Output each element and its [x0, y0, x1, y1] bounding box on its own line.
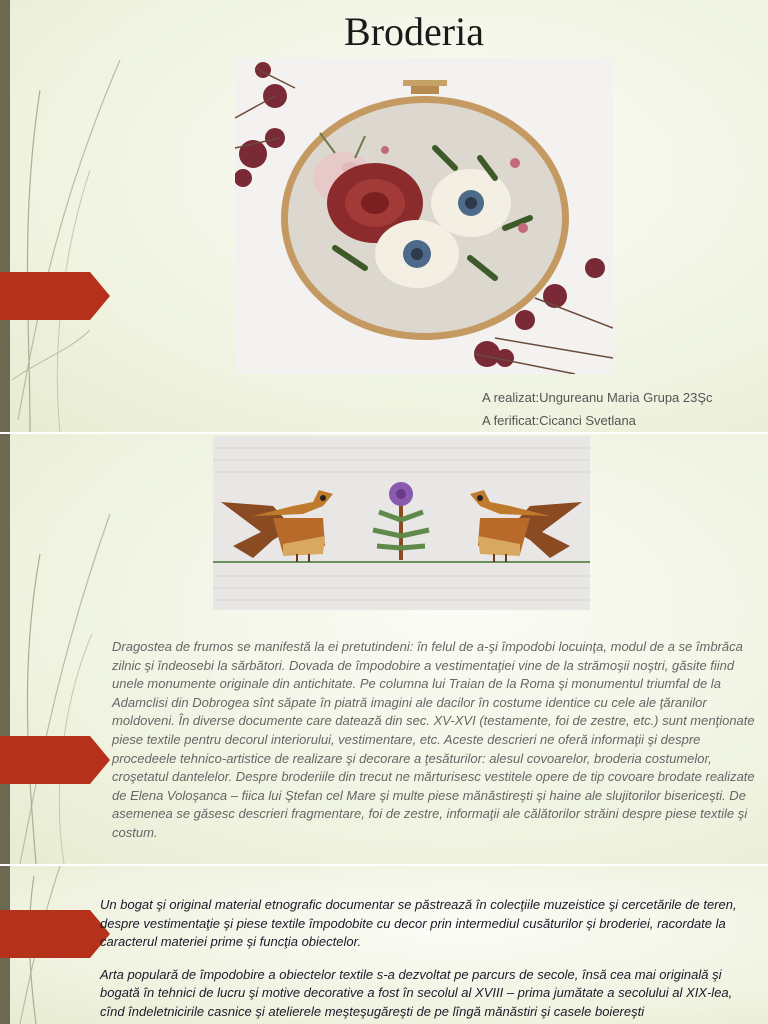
history-paragraph	[112, 638, 762, 843]
decorative-grass-stems	[0, 434, 130, 864]
credit-checker: A ferificat:Cicanci Svetlana	[482, 413, 636, 428]
textile-band-image	[213, 436, 590, 610]
embroidery-hoop-image	[235, 58, 613, 374]
page-title: Broderia	[344, 9, 484, 54]
accent-tab	[0, 736, 110, 784]
slide-3	[0, 866, 768, 1024]
accent-tab	[0, 272, 110, 320]
decorative-grass-stems	[0, 0, 130, 432]
credit-author: A realizat:Ungureanu Maria Grupa 23Şc	[482, 390, 713, 405]
slide-2	[0, 434, 768, 864]
accent-tab	[0, 910, 110, 958]
history-text: Dragostea de frumos se manifestă la ei pretutindeni: în felul de a-şi împodobi locuinţa, modul de a se îmbrăca zilnic şi îndeosebi la sărbători. Dovada de împodobire a vestimentaţiei vine de la strămoşii noştri, găsite fiind unele monumente originale din antichitate. Pe columna lui Traian de la Roma şi monumentul triumfal de la Adamclisi din Dobrogea sînt săpate în piatră imagini ale dacilor în costume identice cu cele ale ţăranilor moldoveni. În diverse documente care datează din sec. XV-XVI (testamente, foi de zestre, etc.) sunt menţionate piese textile pentru decorul interiorului, vestimentare, etc. Aceste descrieri ne oferă informaţii şi despre procedeele tehnico-artistice de realizare şi decorare a ţesăturilor: alesul covoarelor, broderia costumelor, croşetatul dantelelor. Despre broderiile din trecut ne mărturisesc vestitele opere de tip covoare brodate realizate de Elena Voloşanca – fiica lui Ştefan cel Mare şi multe piese mănăstireşti şi haine ale slujitorilor bisericeşti. De asemenea se găsesc descrieri fragmentare, foi de zestre, informaţii ale călătorilor străini despre piese textile şi costum.	[112, 639, 755, 840]
ethnographic-paragraph-1: Un bogat şi original material etnografic documentar se păstrează în colecţiile muzeistice şi cercetările de teren, despre vestimentaţie şi piese textile împodobite cu decor prin intermediul cusăturilor şi broderiei, racordate la caracterul materiei prime şi funcţia obiectelor.	[100, 897, 737, 950]
slide-1	[0, 0, 768, 432]
ethnographic-text-block	[100, 896, 760, 1024]
ethnographic-paragraph-2: Arta populară de împodobire a obiectelor textile s-a dezvoltat pe parcurs de secole, însă cea mai originală şi bogată în tehnici de lucru şi motive decorative a fost în secolul al XVIII – prima jumătate a secolului al XIX-lea, cînd îndeletnicirile casnice şi atelierele meşteşugăreşti de pe lîngă mănăstiri şi casele boiereşti	[100, 966, 733, 1019]
